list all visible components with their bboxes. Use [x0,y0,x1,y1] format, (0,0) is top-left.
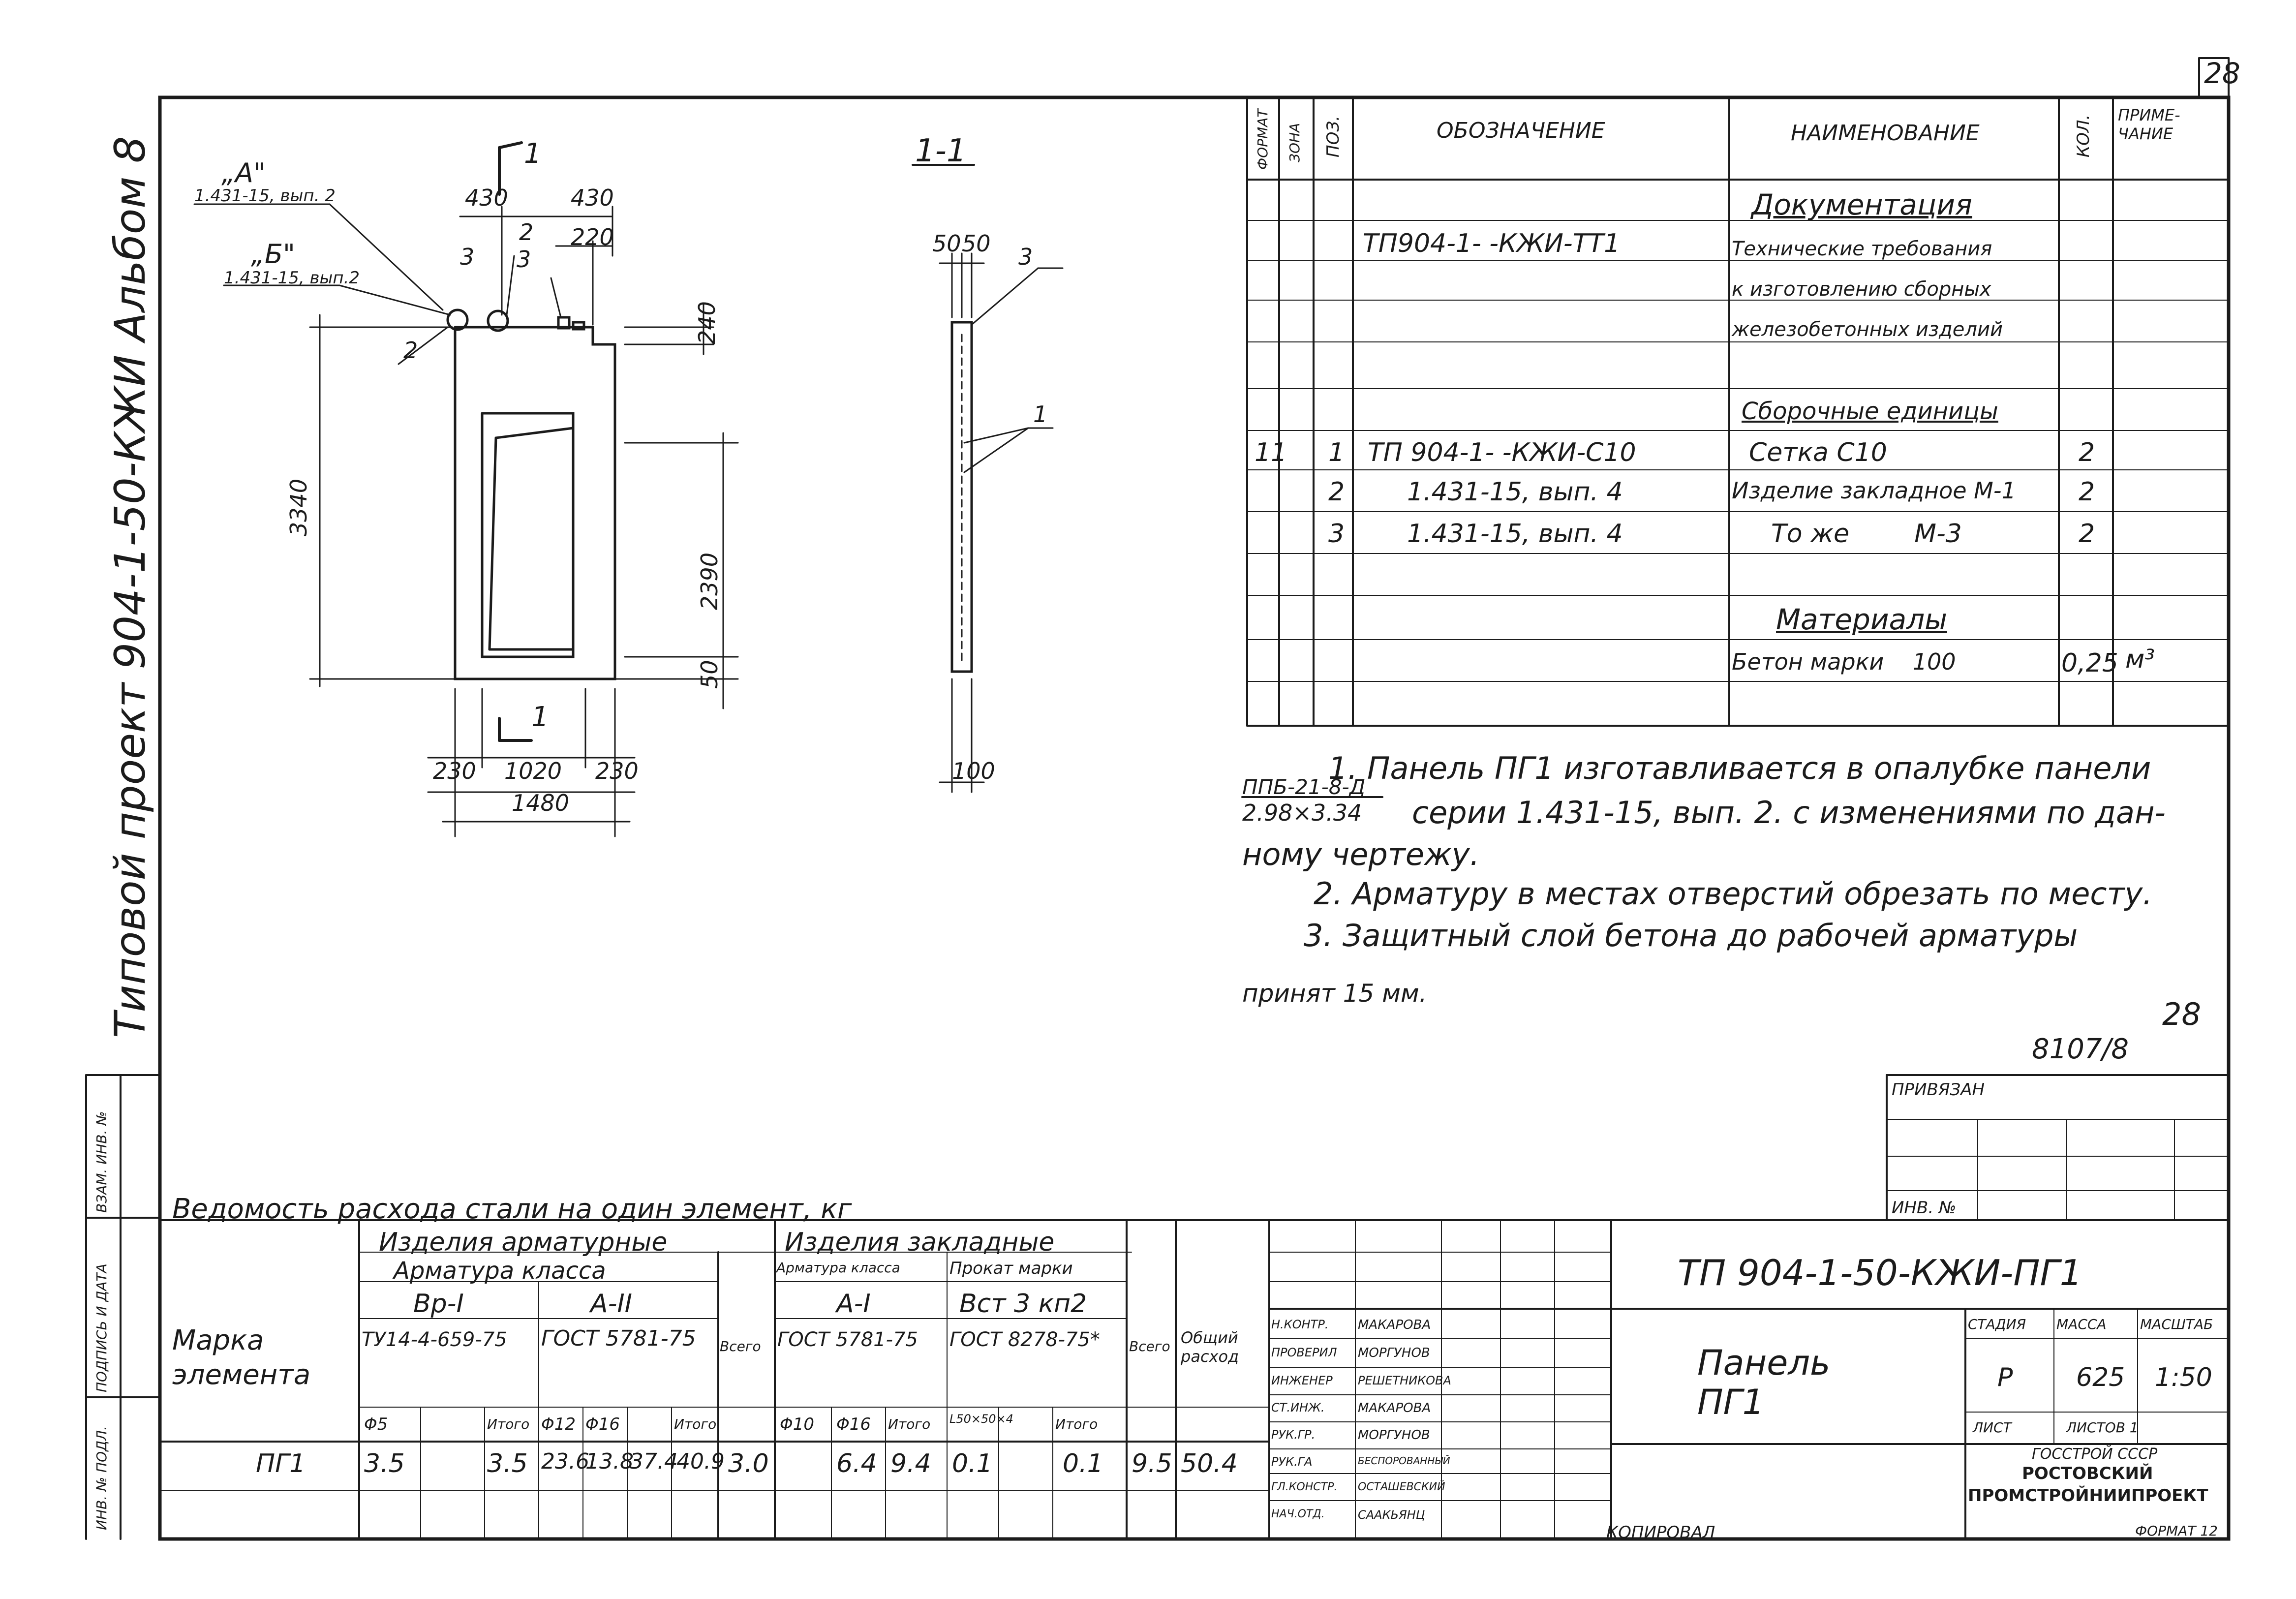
spec-h-code: ОБОЗНАЧЕНИЕ [1437,118,1605,143]
spec-row2-qty: 2 [2079,477,2095,507]
steel-h-rolled: Прокат марки [949,1259,1073,1278]
document-name: Панель ПГ1 [1697,1343,1831,1422]
spec-row3-name: То же М-3 [1771,519,1962,549]
note-3: 3. Защитный слой бетона до рабочей арматуры [1304,918,2078,953]
section-dim-50a: 50 [932,230,961,257]
dim-430-left: 430 [465,184,508,211]
spec-h-zone: ЗОНА [1286,123,1303,162]
org-line-2: РОСТОВСКИЙ [2022,1464,2153,1483]
spec-h-format: ФОРМАТ [1255,109,1271,170]
org-line-3: ПРОМСТРОЙНИИПРОЕКТ [1968,1486,2208,1506]
steel-row-total2: 37.4 [630,1449,678,1474]
staff-role-2: ПРОВЕРИЛ [1271,1346,1337,1359]
dim-240: 240 [694,301,720,344]
steel-row-total-a: 40.9 [676,1449,725,1474]
dim-2390: 2390 [696,552,723,610]
side-label-replace: ВЗАМ. ИНВ. № [93,1111,110,1213]
staff-name-8: СААКЬЯНЦ [1358,1508,1425,1522]
steel-row-f5: 3.5 [364,1449,405,1478]
tb-scale-h: МАСШТАБ [2140,1316,2213,1332]
note-1a: 1. Панель ПГ1 изготавливается в опалубке панели [1328,750,2151,786]
staff-name-7: ОСТАШЕВСКИЙ [1358,1481,1445,1493]
steel-row-common: 50.4 [1181,1449,1238,1478]
page-ref: 28 [2162,996,2201,1032]
sheet-format: ФОРМАТ 12 [2135,1523,2218,1539]
spec-row1-format: 11 [1255,438,1287,467]
steel-row-mark: ПГ1 [256,1449,306,1478]
staff-role-3: ИНЖЕНЕР [1271,1374,1333,1387]
section-dim-50b: 50 [962,230,991,257]
steel-sub-total4: Итого [1055,1416,1098,1432]
staff-role-4: СТ.ИНЖ. [1271,1401,1325,1414]
side-label-sign: ПОДПИСЬ И ДАТА [93,1263,110,1392]
spec-section-materials: Материалы [1776,603,1947,636]
steel-h-bp: Вр-I [413,1289,464,1319]
panel-plan [448,310,615,679]
staff-name-1: МАКАРОВА [1358,1318,1431,1332]
callout-a-ref: 1.431-15, вып. 2 [194,186,336,206]
steel-sub-f10: Φ10 [780,1414,815,1434]
side-label-inv: ИНВ. № ПОДЛ. [93,1426,110,1530]
staff-role-1: Н.КОНТР. [1271,1318,1329,1331]
steel-sub-f12: Φ12 [541,1414,576,1434]
steel-sub-f16b: Φ16 [836,1414,871,1434]
note-1c: ному чертежу. [1242,836,1480,872]
note-2: 2. Арматуру в местах отверстий обрезать по месту. [1314,876,2152,912]
steel-row-total1: 3.5 [487,1449,528,1478]
spec-row3-qty: 2 [2079,519,2095,549]
steel-h-total2: Всего [1129,1338,1170,1354]
steel-row-total-b: 9.5 [1132,1449,1172,1478]
staff-name-4: МАКАРОВА [1358,1401,1431,1415]
staff-role-5: РУК.ГР. [1271,1428,1316,1442]
steel-row-f12: 23.6 [541,1449,589,1474]
dim-3340: 3340 [285,478,312,536]
steel-h-total: Всего [720,1338,761,1354]
spec-h-pos: ПОЗ. [1323,116,1343,157]
steel-h-a2: А-II [590,1289,633,1319]
spec-material-qty: 0,25 [2061,648,2118,678]
note-1b: серии 1.431-15, вып. 2. с изменениями по дан- [1412,795,2166,830]
dim-1480: 1480 [512,790,570,816]
dim-230-right: 230 [595,758,639,784]
spec-row1-qty: 2 [2079,438,2095,467]
steel-row-total3: 9.4 [890,1449,931,1478]
callout-b-ref: 1.431-15, вып.2 [224,268,360,288]
spec-row2-code: 1.431-15, вып. 4 [1407,477,1623,507]
spec-row1-name: Сетка С10 [1749,438,1887,467]
steel-h-armature: Изделия арматурные [379,1228,668,1257]
tb-stage: Р [1997,1363,2013,1392]
spec-h-name: НАИМЕНОВАНИЕ [1791,121,1980,146]
dim-1020: 1020 [504,758,562,784]
staff-role-6: РУК.ГА [1271,1455,1313,1469]
steel-sub-angle: L50×50×4 [949,1412,1013,1426]
tb-scale: 1:50 [2155,1363,2212,1392]
steel-row-angle: 0.1 [952,1449,993,1478]
cut-mark-bottom: 1 [531,701,549,733]
steel-h-class2: Арматура класса [776,1260,900,1276]
callout-b: „Б" [251,239,295,270]
staff-role-8: НАЧ.ОТД. [1271,1508,1325,1520]
sheet-number: 28 [2204,57,2240,90]
tb-mass-h: МАССА [2056,1316,2107,1332]
steel-row-f16: 13.8 [585,1449,634,1474]
steel-row-f10: 3.0 [728,1449,769,1478]
dim-50: 50 [696,660,723,689]
spec-row2-name: Изделие закладное М-1 [1732,477,2016,504]
section-dim-100: 100 [952,758,995,784]
spec-doc-code: ТП904-1- -КЖИ-ТТ1 [1363,229,1621,258]
order-number: 8107/8 [2032,1033,2129,1065]
pos-label-2b: 2 [403,337,418,364]
spec-row3-pos: 3 [1328,519,1345,549]
binding-title: ПРИВЯЗАН [1892,1080,1985,1100]
note-1-frac-bottom: 2.98×3.34 [1242,800,1362,826]
steel-h-embedded: Изделия закладные [785,1228,1055,1257]
spec-row1-code: ТП 904-1- -КЖИ-С10 [1368,438,1636,467]
note-1-frac-top: ППБ-21-8-Д [1242,775,1366,799]
steel-table-title: Ведомость расхода стали на один элемент, кг [172,1193,852,1225]
pos-label-3: 3 [460,244,475,270]
callout-a: „А" [221,157,266,188]
steel-h-gost1: ГОСТ 5781-75 [541,1326,696,1351]
staff-name-5: МОРГУНОВ [1358,1428,1430,1443]
staff-name-6: БЕСПОРОВАННЫЙ [1358,1455,1450,1467]
tb-sheet-h: ЛИСТ [1973,1419,2012,1436]
cut-mark-top: 1 [524,138,542,170]
steel-h-gost2: ГОСТ 5781-75 [777,1328,918,1351]
steel-row-total4: 0.1 [1063,1449,1103,1478]
steel-sub-total3: Итого [888,1416,931,1432]
staff-name-3: РЕШЕТНИКОВА [1358,1374,1451,1387]
spec-row1-pos: 1 [1328,438,1345,467]
pos-label-3b: 3 [517,246,531,273]
dim-430-right: 430 [571,184,614,211]
steel-sub-f16: Φ16 [585,1414,620,1434]
spec-h-note: ПРИМЕ-ЧАНИЕ [2118,106,2180,143]
copied-by: КОПИРОВАЛ [1606,1523,1715,1542]
section-pos-3: 3 [1018,244,1033,270]
steel-sub-f5: Φ5 [364,1414,388,1434]
side-project-title: Типовой проект 904-1-50-КЖИ Альбом 8 [106,136,155,1038]
steel-h-class: Арматура класса [394,1257,606,1285]
spec-row2-pos: 2 [1328,477,1345,507]
section-pos-1: 1 [1033,401,1048,428]
steel-sub-total2: Итого [674,1416,717,1432]
pos-label-2: 2 [519,219,534,246]
steel-h-st: Вст 3 кп2 [959,1289,1087,1319]
steel-row-f16b: 6.4 [836,1449,877,1478]
steel-h-a1: А-I [836,1289,871,1319]
document-code: ТП 904-1-50-КЖИ-ПГ1 [1678,1252,2082,1293]
spec-doc-name-3: железобетонных изделий [1732,318,2003,341]
steel-sub-total1: Итого [487,1416,530,1432]
spec-section-docs: Документация [1751,188,1972,221]
section-title: 1-1 [915,133,967,169]
tb-mass: 625 [2076,1363,2125,1392]
tb-stage-h: СТАДИЯ [1968,1316,2026,1332]
staff-role-7: ГЛ.КОНСТР. [1271,1481,1338,1493]
steel-h-common: Общий расход [1181,1328,1239,1366]
spec-row3-code: 1.431-15, вып. 4 [1407,519,1623,549]
dim-220: 220 [571,224,614,250]
tb-sheets-h: ЛИСТОВ 1 [2066,1419,2139,1436]
spec-material-unit: м³ [2125,645,2155,674]
steel-h-tu: ТУ14-4-659-75 [362,1328,507,1351]
dim-230-left: 230 [433,758,476,784]
steel-h-mark: Марка элемента [172,1324,311,1391]
staff-name-2: МОРГУНОВ [1358,1346,1430,1360]
spec-h-qty: КОЛ. [2074,114,2093,157]
spec-doc-name-1: Технические требования [1732,238,1992,260]
spec-doc-name-2: к изготовлению сборных [1732,278,1991,301]
spec-material-name: Бетон марки 100 [1732,648,1956,675]
spec-section-units: Сборочные единицы [1742,398,1998,425]
note-3b: принят 15 мм. [1242,979,1427,1008]
steel-h-gost3: ГОСТ 8278-75* [949,1328,1100,1351]
binding-inv: ИНВ. № [1892,1198,1957,1218]
spec-table-grid [1247,97,2229,726]
org-line-1: ГОССТРОЙ СССР [2032,1445,2158,1463]
